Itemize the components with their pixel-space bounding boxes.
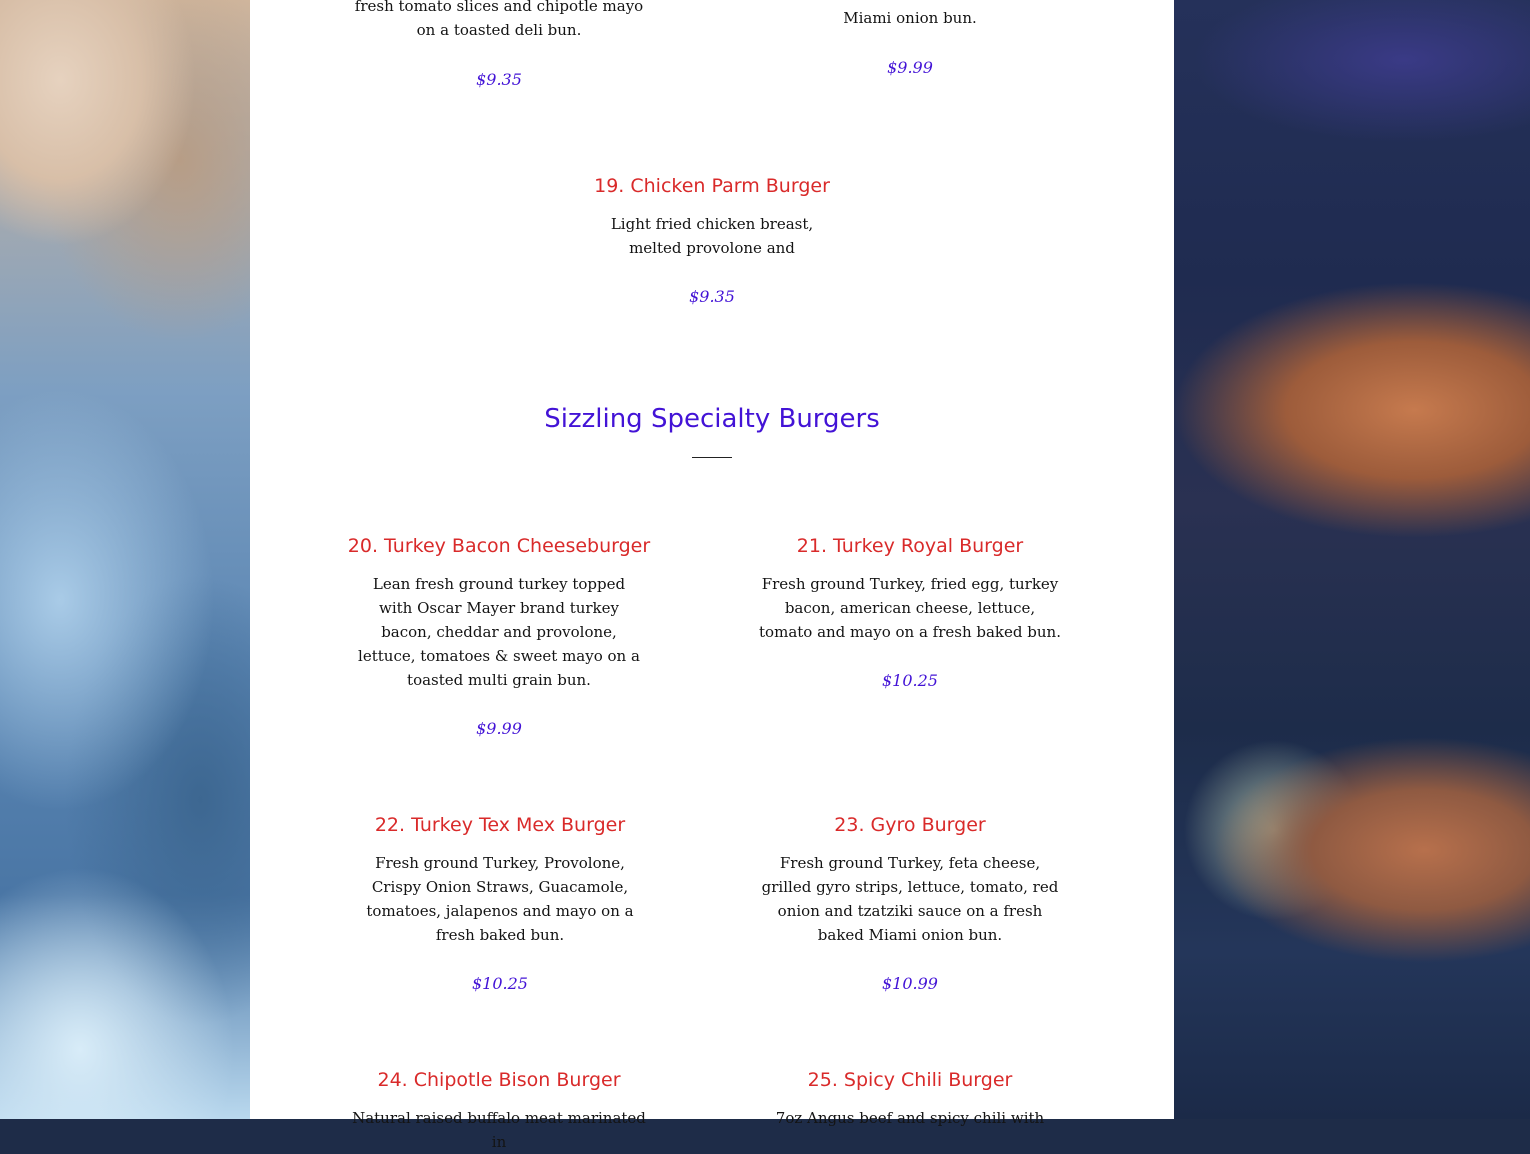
item-description: Lean fresh ground turkey topped with Oscar Mayer brand turkey bacon, cheddar and provolone, lettuce, tomatoes & sweet mayo on a toasted multi grain bun.: [358, 575, 640, 689]
item-description: fresh tomato slices and chipotle mayo on a toasted deli bun.: [354, 0, 644, 39]
menu-item-25: [756, 1067, 1064, 1130]
menu-item-top-left: [346, 0, 652, 92]
item-description: Fresh ground Turkey, Provolone, Crispy Onion Straws, Guacamole, tomatoes, jalapenos and mayo on a fresh baked bun.: [366, 854, 634, 944]
item-title: 22. Turkey Tex Mex Burger: [374, 814, 626, 836]
item-price: $9.35: [689, 287, 735, 306]
item-description: Natural raised buffalo meat marinated in: [352, 1109, 646, 1151]
menu-item-19: [572, 173, 852, 309]
item-price: $10.25: [472, 974, 528, 993]
item-title: 25. Spicy Chili Burger: [807, 1069, 1013, 1091]
item-price: $9.99: [887, 58, 933, 77]
item-title: 24. Chipotle Bison Burger: [377, 1069, 621, 1091]
background-photo-left: [0, 0, 250, 1119]
item-description: Fresh ground Turkey, fried egg, turkey bacon, american cheese, lettuce, tomato and mayo on a fresh baked bun.: [759, 575, 1061, 641]
item-title: 23. Gyro Burger: [834, 814, 986, 836]
background-photo-right: [1174, 0, 1530, 1119]
menu-item-top-right: [760, 6, 1060, 80]
menu-item-22: [350, 812, 650, 996]
menu-item-24: [346, 1067, 652, 1154]
menu-item-20: [346, 533, 652, 741]
item-title: 21. Turkey Royal Burger: [796, 535, 1024, 557]
item-description: Miami onion bun.: [843, 9, 977, 27]
section-divider: [692, 457, 732, 458]
item-description: Fresh ground Turkey, feta cheese, grilled gyro strips, lettuce, tomato, red onion and tzatziki sauce on a fresh baked Miami onion bun.: [761, 854, 1059, 944]
menu-item-21: [756, 533, 1064, 693]
item-title: 20. Turkey Bacon Cheeseburger: [347, 535, 651, 557]
menu-panel: [250, 0, 1174, 1151]
section-title: Sizzling Specialty Burgers: [544, 404, 880, 434]
item-description: Light fried chicken breast, melted provolone and: [610, 215, 814, 257]
item-description: 7oz Angus beef and spicy chili with: [775, 1109, 1045, 1127]
menu-item-23: [756, 812, 1064, 996]
item-title: 19. Chicken Parm Burger: [594, 175, 830, 197]
item-price: $10.99: [882, 974, 938, 993]
item-price: $10.25: [882, 671, 938, 690]
item-price: $9.99: [476, 719, 522, 738]
item-price: $9.35: [476, 70, 522, 89]
